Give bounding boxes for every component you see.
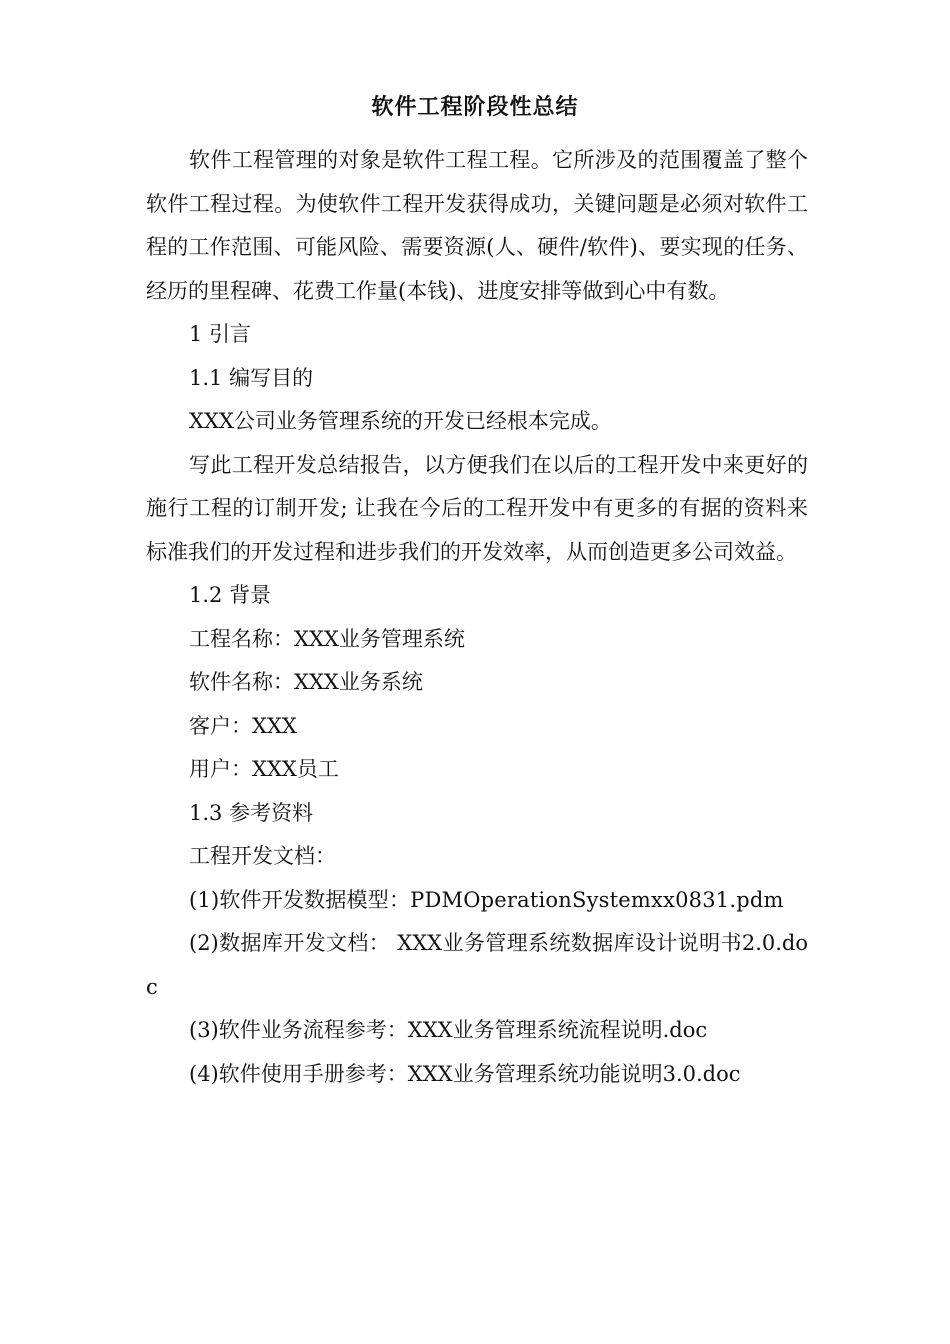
paragraph-purpose-status: XXX公司业务管理系统的开发已经根本完成。 [189,409,612,433]
paragraph-intro: 软件工程管理的对象是软件工程工程。它所涉及的范围覆盖了整个软件工程过程。为使软件工程开发获得成功，关键问题是必须对软件工程的工作范围、可能风险、需要资源(人、硬件/软件)、要实现的任务、经历的里程碑、花费工作量(本钱)、进度安排等做到心中有数。 [146,148,808,303]
heading-1-introduction: 1 引言 [189,322,252,346]
heading-1-1-purpose: 1.1 编写目的 [189,365,314,390]
reference-item-4: (4)软件使用手册参考：XXX业务管理系统功能说明3.0.doc [189,1061,741,1086]
paragraph-purpose-detail: 写此工程开发总结报告，以方便我们在以后的工程开发中来更好的施行工程的订制开发; 让我在今后的工程开发中有更多的有据的资料来标准我们的开发过程和进步我们的开发效率，从而创造更多公司效益。 [146,452,808,564]
software-name-line: 软件名称：XXX业务系统 [189,670,423,694]
references-intro: 工程开发文档： [189,844,336,868]
document-body [146,139,808,1096]
reference-item-3: (3)软件业务流程参考：XXX业务管理系统流程说明.doc [189,1018,708,1042]
project-name-line: 工程名称：XXX业务管理系统 [189,626,465,651]
heading-1-3-references: 1.3 参考资料 [189,800,314,825]
document-title: 软件工程阶段性总结 [371,95,579,120]
reference-item-2: (2)数据库开发文档： XXX业务管理系统数据库设计说明书2.0.doc [146,931,808,999]
client-line: 客户：XXX [189,713,297,738]
user-line: 用户：XXX员工 [189,757,339,781]
reference-item-1: (1)软件开发数据模型：PDMOperationSystemxx0831.pdm [189,887,784,912]
heading-1-2-background: 1.2 背景 [189,583,272,607]
